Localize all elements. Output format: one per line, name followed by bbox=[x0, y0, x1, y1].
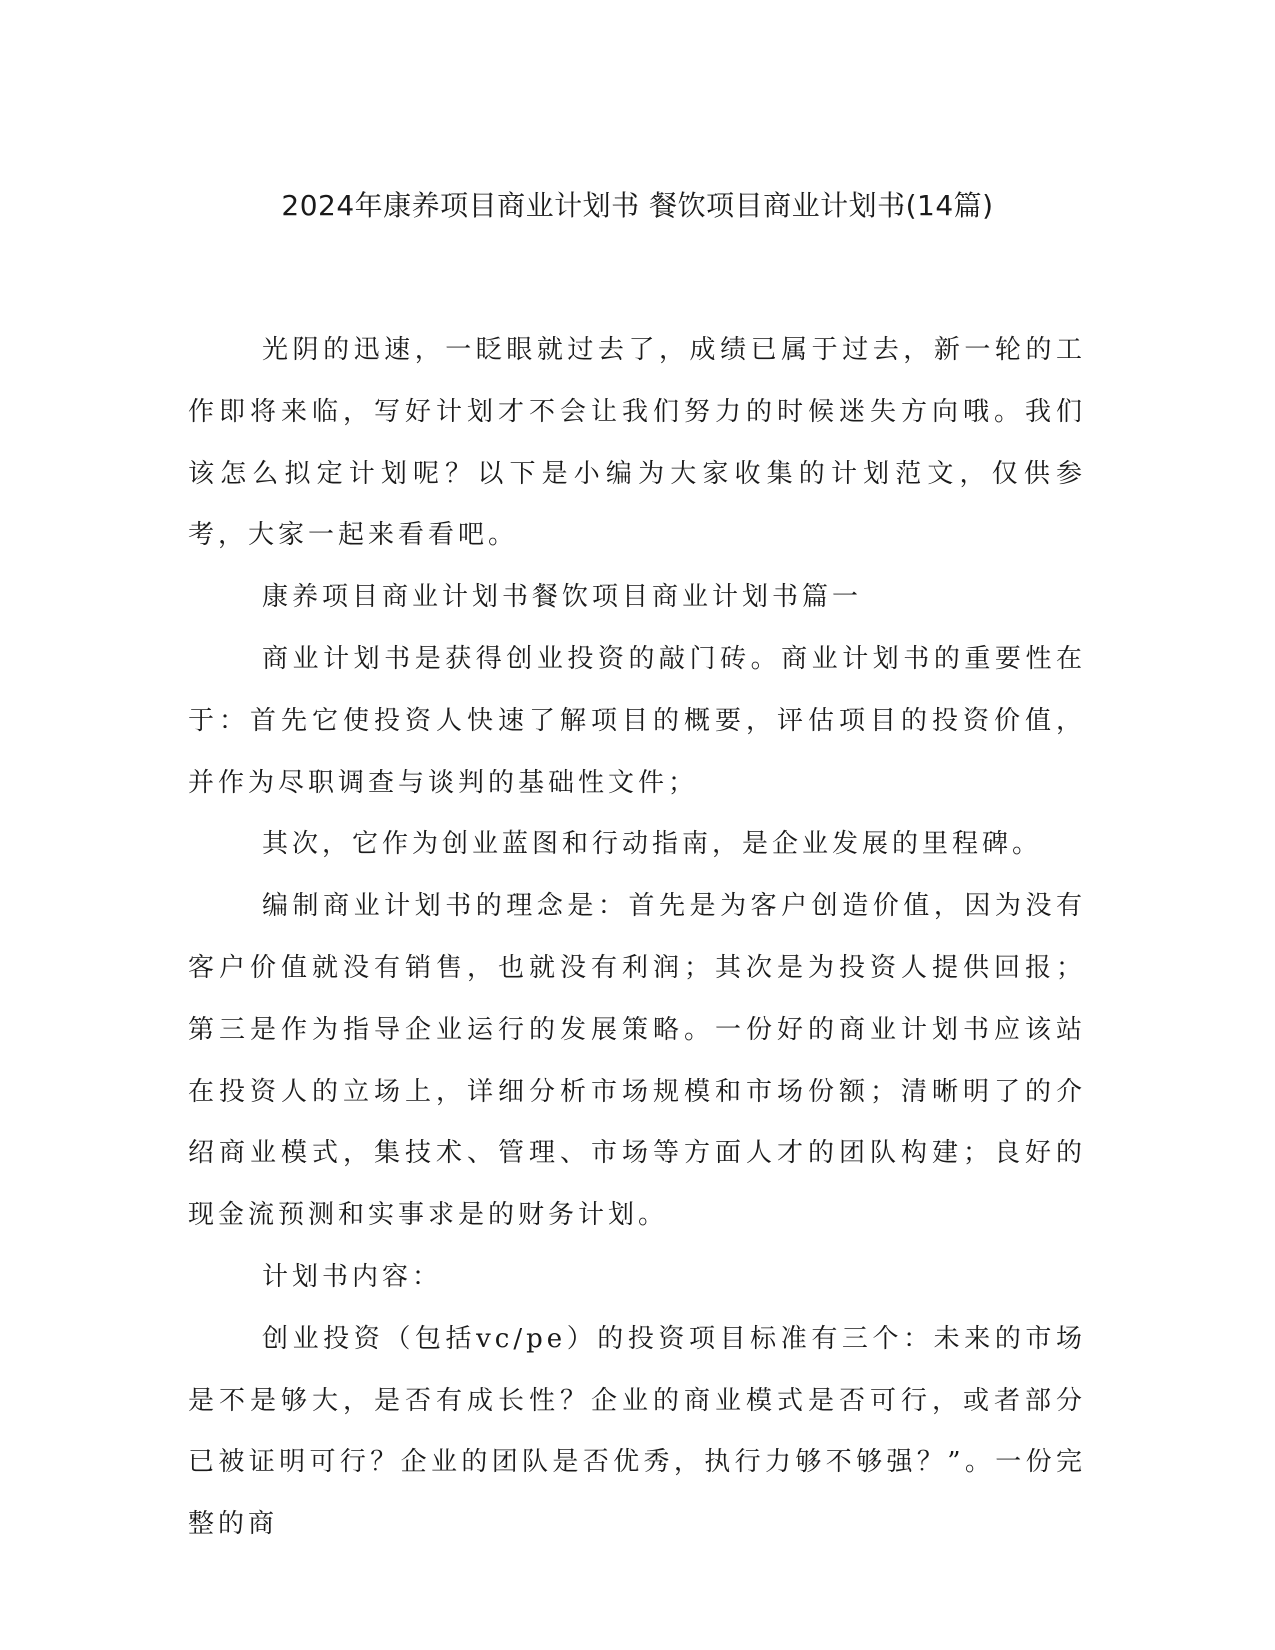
body-paragraph: 商业计划书是获得创业投资的敲门砖。商业计划书的重要性在于：首先它使投资人快速了解项目的概要，评估项目的投资价值，并作为尽职调查与谈判的基础性文件； bbox=[188, 643, 1086, 798]
document-title: 2024年康养项目商业计划书 餐饮项目商业计划书(14篇) bbox=[281, 189, 994, 222]
intro-paragraph: 光阴的迅速，一眨眼就过去了，成绩已属于过去，新一轮的工作即将来临，写好计划才不会让我们努力的时候迷失方向哦。我们该怎么拟定计划呢？以下是小编为大家收集的计划范文，仅供参考，大家一起来看看吧。 bbox=[188, 335, 1086, 551]
section-heading: 康养项目商业计划书餐饮项目商业计划书篇一 bbox=[262, 582, 863, 613]
body-paragraph: 编制商业计划书的理念是：首先是为客户创造价值，因为没有客户价值就没有销售，也就没有利润；其次是为投资人提供回报；第三是作为指导企业运行的发展策略。一份好的商业计划书应该站在投资人的立场上，详细分析市场规模和市场份额；清晰明了的介绍商业模式，集技术、管理、市场等方面人才的团队构建；良好的现金流预测和实事求是的财务计划。 bbox=[188, 891, 1086, 1231]
body-paragraph: 创业投资（包括vc/pe）的投资项目标准有三个：未来的市场是不是够大，是否有成长性？企业的商业模式是否可行，或者部分已被证明可行？企业的团队是否优秀，执行力够不够强？”。一份完整的商 bbox=[188, 1323, 1086, 1540]
body-paragraph: 计划书内容： bbox=[262, 1261, 443, 1292]
document-body bbox=[188, 320, 1086, 1556]
body-paragraph: 其次，它作为创业蓝图和行动指南，是企业发展的里程碑。 bbox=[262, 829, 1043, 860]
